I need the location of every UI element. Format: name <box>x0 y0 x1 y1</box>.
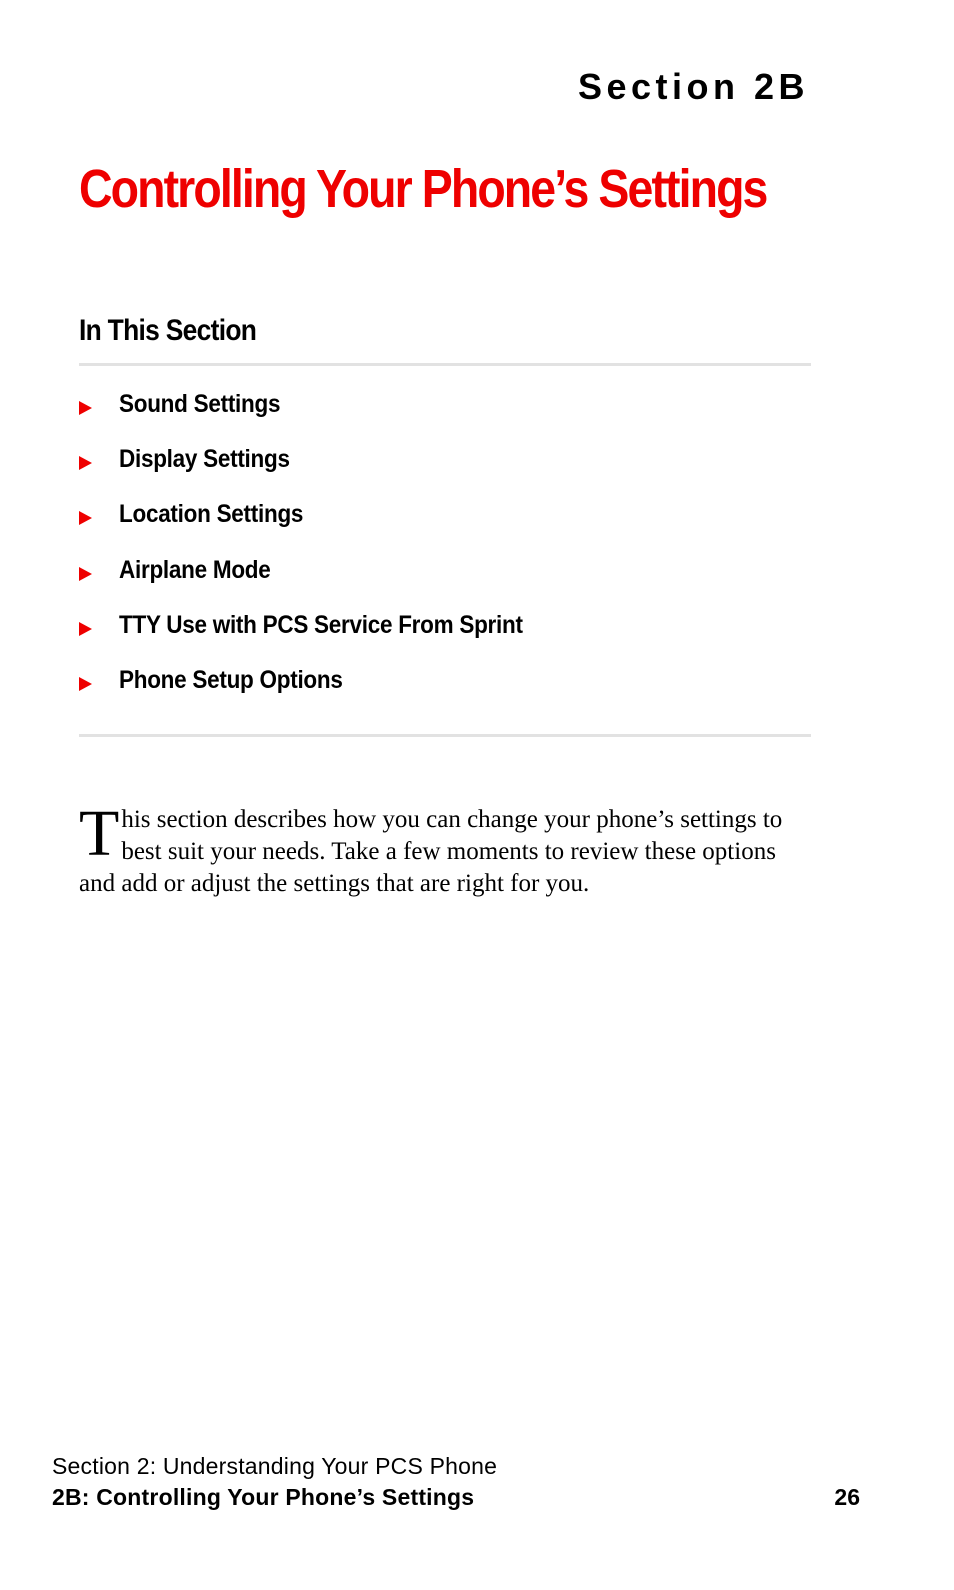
section-label: Section 2B <box>577 66 809 107</box>
toc-list <box>79 386 568 717</box>
page-number: 26 <box>834 1484 860 1510</box>
toc-item-label: Location Settings <box>119 500 304 529</box>
toc-item-label: Phone Setup Options <box>119 665 343 694</box>
intro-text: his section describes how you can change your phone’s settings to best suit your needs. Take a few moments to review these options and add or adjust the settings that are right for you. <box>79 806 783 897</box>
toc-item-display-settings[interactable] <box>79 441 568 496</box>
triangle-right-icon <box>79 567 92 581</box>
toc-item-tty-use[interactable] <box>79 607 568 662</box>
triangle-right-icon <box>79 456 92 470</box>
triangle-right-icon <box>79 401 92 415</box>
triangle-right-icon <box>79 511 92 525</box>
toc-item-label: TTY Use with PCS Service From Sprint <box>119 610 523 639</box>
toc-item-sound-settings[interactable] <box>79 386 568 441</box>
footer-section-title: Section 2: Understanding Your PCS Phone <box>52 1453 498 1479</box>
toc-item-location-settings[interactable] <box>79 496 568 551</box>
toc-item-label: Sound Settings <box>119 390 281 418</box>
toc-heading: In This Section <box>79 314 257 347</box>
drop-cap: T <box>79 797 120 870</box>
triangle-right-icon <box>79 677 92 691</box>
toc-item-label: Display Settings <box>119 445 290 474</box>
toc-top-rule <box>79 363 811 366</box>
chapter-title: Controlling Your Phone’s Settings <box>79 159 767 219</box>
footer-chapter-title: 2B: Controlling Your Phone’s Settings <box>52 1484 475 1510</box>
toc-item-airplane-mode[interactable] <box>79 552 568 607</box>
intro-paragraph <box>79 797 814 900</box>
triangle-right-icon <box>79 622 92 636</box>
toc-bottom-rule <box>79 734 811 737</box>
toc-item-phone-setup-options[interactable] <box>79 662 568 717</box>
toc-item-label: Airplane Mode <box>119 555 271 584</box>
